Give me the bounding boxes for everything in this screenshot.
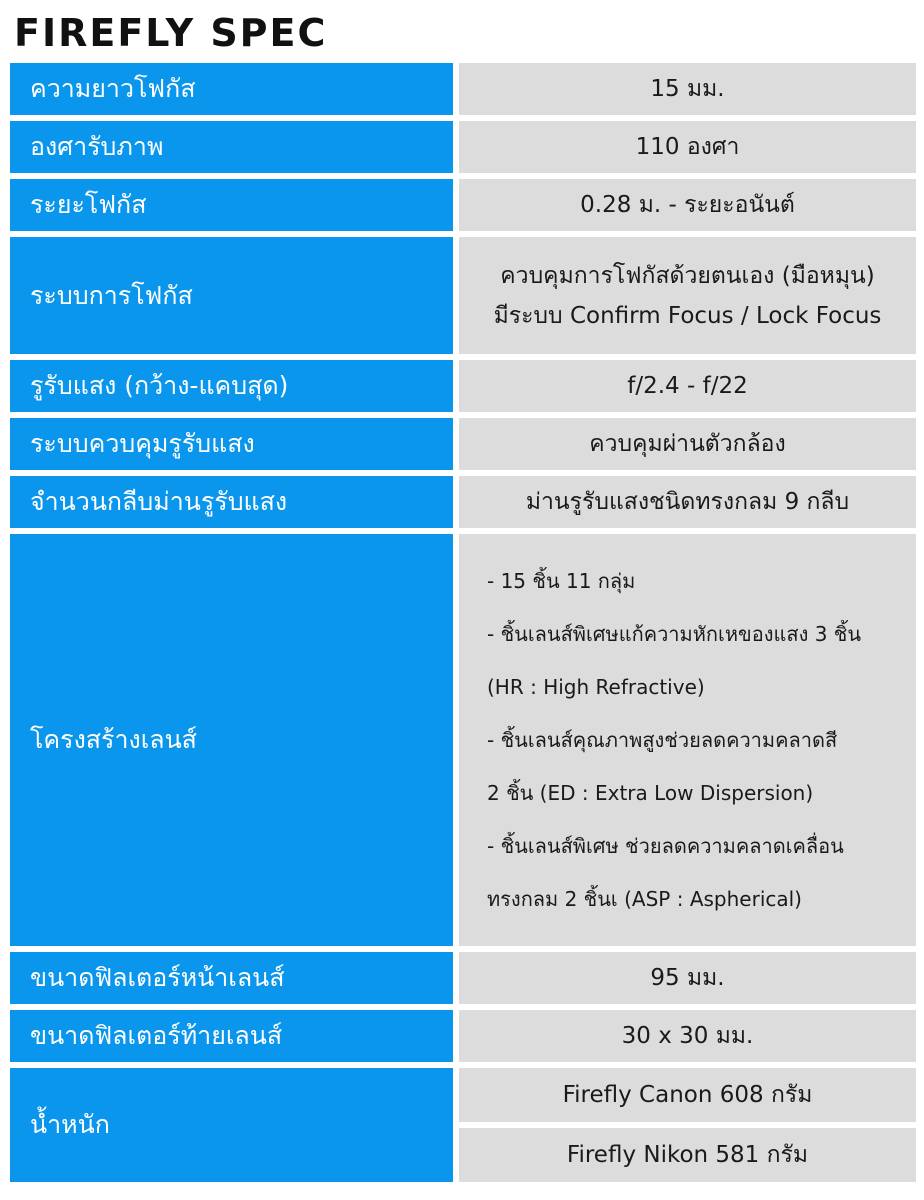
spec-label: ระบบการโฟกัส bbox=[10, 237, 453, 354]
spec-value-group bbox=[459, 237, 916, 354]
spec-label: ขนาดฟิลเตอร์ท้ายเลนส์ bbox=[10, 1010, 453, 1062]
spec-row-rear-filter bbox=[10, 1010, 916, 1062]
spec-value-line: - ชิ้นเลนส์พิเศษแก้ความหักเหของแสง 3 ชิ้น bbox=[487, 621, 862, 646]
spec-value: f/2.4 - f/22 bbox=[459, 360, 916, 412]
spec-value: Firefly Nikon 581 กรัม bbox=[459, 1128, 916, 1182]
spec-value-line: (HR : High Refractive) bbox=[487, 674, 705, 699]
spec-label: โครงสร้างเลนส์ bbox=[10, 534, 453, 946]
spec-label: ระบบควบคุมรูรับแสง bbox=[10, 418, 453, 470]
spec-label: ความยาวโฟกัส bbox=[10, 63, 453, 115]
spec-row-aperture bbox=[10, 360, 916, 412]
spec-row-aperture-control bbox=[10, 418, 916, 470]
spec-label: องศารับภาพ bbox=[10, 121, 453, 173]
spec-value: 15 มม. bbox=[459, 63, 916, 115]
spec-value-line: - 15 ชิ้น 11 กลุ่ม bbox=[487, 568, 636, 593]
spec-value: 30 x 30 มม. bbox=[459, 1010, 916, 1062]
spec-row-weight bbox=[10, 1068, 916, 1182]
spec-row-front-filter bbox=[10, 952, 916, 1004]
spec-label: ขนาดฟิลเตอร์หน้าเลนส์ bbox=[10, 952, 453, 1004]
spec-value-line: 2 ชิ้น (ED : Extra Low Dispersion) bbox=[487, 780, 814, 805]
spec-value-group bbox=[459, 534, 916, 946]
spec-value: 0.28 ม. - ระยะอนันต์ bbox=[459, 179, 916, 231]
spec-value-line: ควบคุมการโฟกัสด้วยตนเอง (มือหมุน) bbox=[500, 262, 875, 289]
spec-row-focus-distance bbox=[10, 179, 916, 231]
spec-label: จำนวนกลีบม่านรูรับแสง bbox=[10, 476, 453, 528]
spec-value-line: มีระบบ Confirm Focus / Lock Focus bbox=[493, 302, 882, 329]
spec-row-aperture-blades bbox=[10, 476, 916, 528]
spec-row-angle-of-view bbox=[10, 121, 916, 173]
spec-table bbox=[10, 63, 916, 1182]
spec-value: Firefly Canon 608 กรัม bbox=[459, 1068, 916, 1122]
spec-label: ระยะโฟกัส bbox=[10, 179, 453, 231]
spec-value-line: - ชิ้นเลนส์พิเศษ ช่วยลดความคลาดเคลื่อน bbox=[487, 833, 844, 858]
spec-value: ควบคุมผ่านตัวกล้อง bbox=[459, 418, 916, 470]
spec-value: 110 องศา bbox=[459, 121, 916, 173]
spec-value-line: ทรงกลม 2 ชิ้นเ (ASP : Aspherical) bbox=[487, 886, 802, 911]
spec-row-focal-length bbox=[10, 63, 916, 115]
spec-label: รูรับแสง (กว้าง-แคบสุด) bbox=[10, 360, 453, 412]
spec-value: ม่านรูรับแสงชนิดทรงกลม 9 กลีบ bbox=[459, 476, 916, 528]
spec-row-focus-system bbox=[10, 237, 916, 354]
spec-row-lens-construction bbox=[10, 534, 916, 946]
spec-value-line: - ชิ้นเลนส์คุณภาพสูงช่วยลดความคลาดสี bbox=[487, 727, 838, 752]
spec-value: 95 มม. bbox=[459, 952, 916, 1004]
page-title: FIREFLY SPEC bbox=[14, 11, 328, 55]
spec-label: น้ำหนัก bbox=[10, 1068, 453, 1182]
